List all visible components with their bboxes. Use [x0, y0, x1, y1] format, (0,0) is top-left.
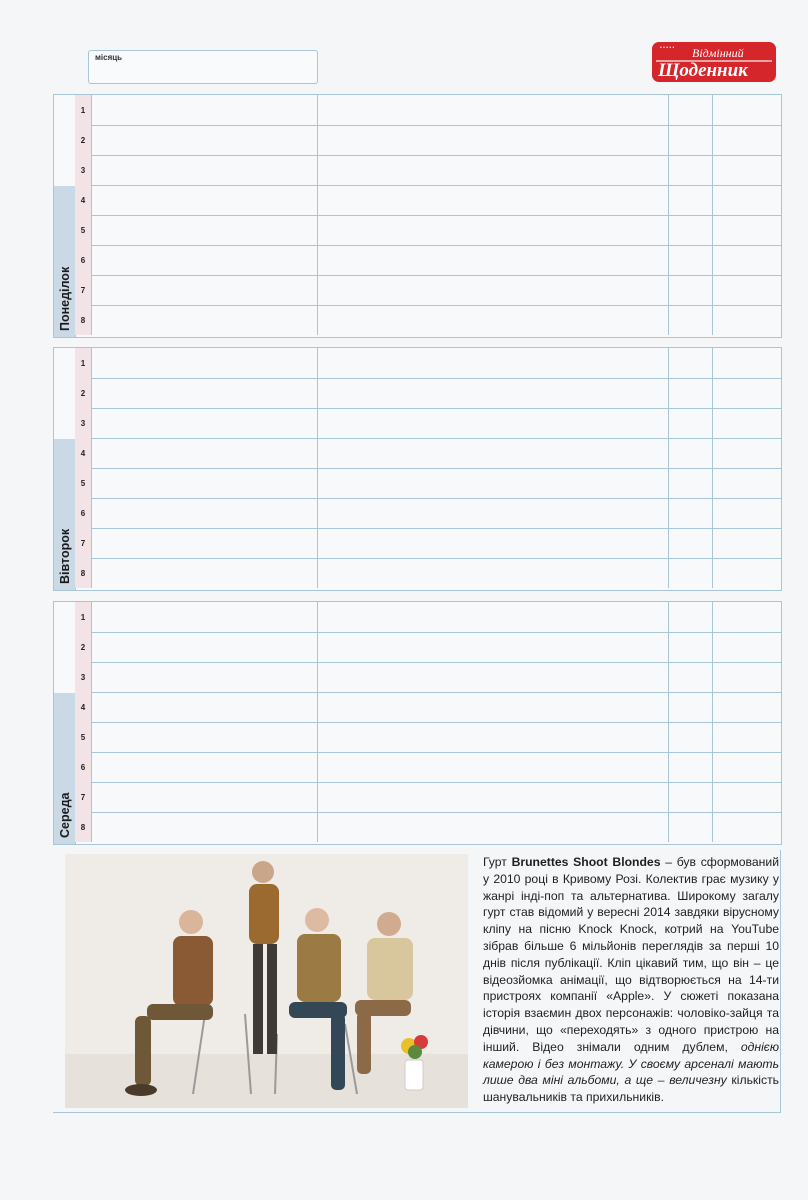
homework-cell[interactable] — [317, 215, 669, 245]
homework-cell[interactable] — [317, 602, 669, 632]
signature-cell[interactable] — [712, 215, 779, 245]
subject-cell[interactable] — [91, 722, 318, 752]
lesson-number: 2 — [75, 632, 92, 662]
homework-cell[interactable] — [317, 752, 669, 782]
subject-cell[interactable] — [91, 125, 318, 155]
lesson-number: 6 — [75, 245, 92, 275]
lesson-number: 2 — [75, 378, 92, 408]
signature-cell[interactable] — [712, 348, 779, 378]
signature-cell[interactable] — [712, 632, 779, 662]
lesson-row — [75, 125, 781, 156]
lesson-row — [75, 245, 781, 276]
day-block-tuesday — [53, 347, 782, 591]
subject-cell[interactable] — [91, 95, 318, 125]
signature-cell[interactable] — [712, 722, 779, 752]
month-label: місяць — [95, 53, 123, 62]
lesson-number: 1 — [75, 348, 92, 378]
homework-cell[interactable] — [317, 155, 669, 185]
lesson-row — [75, 812, 781, 842]
signature-cell[interactable] — [712, 185, 779, 215]
lesson-row — [75, 215, 781, 246]
lesson-row — [75, 155, 781, 186]
homework-cell[interactable] — [317, 378, 669, 408]
lesson-number: 5 — [75, 215, 92, 245]
lesson-row — [75, 95, 781, 126]
subject-cell[interactable] — [91, 408, 318, 438]
signature-cell[interactable] — [712, 275, 779, 305]
lesson-number: 4 — [75, 438, 92, 468]
homework-cell[interactable] — [317, 245, 669, 275]
lesson-number: 6 — [75, 498, 92, 528]
signature-cell[interactable] — [712, 95, 779, 125]
homework-cell[interactable] — [317, 722, 669, 752]
subject-cell[interactable] — [91, 782, 318, 812]
signature-cell[interactable] — [712, 245, 779, 275]
signature-cell[interactable] — [712, 528, 779, 558]
grade-cell[interactable] — [668, 408, 713, 438]
subject-cell[interactable] — [91, 378, 318, 408]
signature-cell[interactable] — [712, 782, 779, 812]
day-name: Середа — [57, 792, 72, 838]
grade-cell[interactable] — [668, 602, 713, 632]
article-section — [53, 850, 781, 1113]
homework-cell[interactable] — [317, 558, 669, 588]
signature-cell[interactable] — [712, 438, 779, 468]
subject-cell[interactable] — [91, 498, 318, 528]
lesson-number: 6 — [75, 752, 92, 782]
lesson-number: 2 — [75, 125, 92, 155]
homework-cell[interactable] — [317, 632, 669, 662]
grade-cell[interactable] — [668, 95, 713, 125]
svg-text:• • • • •: • • • • • — [660, 45, 675, 51]
lesson-number: 5 — [75, 722, 92, 752]
grade-cell[interactable] — [668, 632, 713, 662]
signature-cell[interactable] — [712, 125, 779, 155]
signature-cell[interactable] — [712, 692, 779, 722]
lesson-number: 4 — [75, 185, 92, 215]
signature-cell[interactable] — [712, 602, 779, 632]
grade-cell[interactable] — [668, 662, 713, 692]
lesson-row — [75, 275, 781, 306]
grade-cell[interactable] — [668, 468, 713, 498]
lesson-row — [75, 305, 781, 335]
subject-cell[interactable] — [91, 602, 318, 632]
lesson-number: 8 — [75, 812, 92, 842]
homework-cell[interactable] — [317, 662, 669, 692]
subject-cell[interactable] — [91, 185, 318, 215]
lesson-number: 7 — [75, 782, 92, 812]
subject-cell[interactable] — [91, 305, 318, 335]
homework-cell[interactable] — [317, 408, 669, 438]
day-label-column — [54, 95, 76, 337]
lesson-row — [75, 438, 781, 469]
grade-cell[interactable] — [668, 498, 713, 528]
grade-cell[interactable] — [668, 348, 713, 378]
grade-cell[interactable] — [668, 378, 713, 408]
day-label-column — [54, 602, 76, 844]
signature-cell[interactable] — [712, 408, 779, 438]
grade-cell[interactable] — [668, 438, 713, 468]
subject-cell[interactable] — [91, 438, 318, 468]
lesson-row — [75, 632, 781, 663]
day-name: Вівторок — [57, 528, 72, 584]
day-label-column — [54, 348, 76, 590]
grade-cell[interactable] — [668, 692, 713, 722]
homework-cell[interactable] — [317, 348, 669, 378]
lesson-number: 8 — [75, 305, 92, 335]
subject-cell[interactable] — [91, 215, 318, 245]
homework-cell[interactable] — [317, 498, 669, 528]
homework-cell[interactable] — [317, 125, 669, 155]
subject-cell[interactable] — [91, 245, 318, 275]
signature-cell[interactable] — [712, 752, 779, 782]
lesson-number: 3 — [75, 662, 92, 692]
grade-cell[interactable] — [668, 125, 713, 155]
homework-cell[interactable] — [317, 528, 669, 558]
day-block-wednesday — [53, 601, 782, 845]
homework-cell[interactable] — [317, 812, 669, 842]
lesson-number: 4 — [75, 692, 92, 722]
lesson-number: 3 — [75, 408, 92, 438]
signature-cell[interactable] — [712, 498, 779, 528]
lesson-row — [75, 558, 781, 588]
lesson-row — [75, 722, 781, 753]
subject-cell[interactable] — [91, 468, 318, 498]
band-photo — [65, 854, 468, 1108]
lesson-number: 1 — [75, 95, 92, 125]
signature-cell[interactable] — [712, 305, 779, 335]
grade-cell[interactable] — [668, 245, 713, 275]
grade-cell[interactable] — [668, 305, 713, 335]
logo-line2: Щоденник — [658, 60, 748, 81]
grade-cell[interactable] — [668, 722, 713, 752]
subject-cell[interactable] — [91, 812, 318, 842]
lesson-number: 5 — [75, 468, 92, 498]
lesson-row — [75, 662, 781, 693]
subject-cell[interactable] — [91, 348, 318, 378]
lesson-row — [75, 348, 781, 379]
lesson-row — [75, 408, 781, 439]
subject-cell[interactable] — [91, 275, 318, 305]
article-text: Гурт Brunettes Shoot Blondes – був сформований у 2010 році в Кривому Розі. Колектив грає музику у жанрі інді-поп та альтернатива. Широкому загалу гурт став відомий у вересні 2014 завдяки вірусному кліпу на пісню Knock Knock, котрий на YouTube зібрав більше 6 мільйонів переглядів за перші 10 днів після публікації. Кліп цікавий тим, що він – це відеозйомка анімації, що відтворюється на 14-ти пристроях компанії «Apple». У сюжеті показана історія взаємин двох персонажів: чоловіко-зайця та дівчини, що «переходять» з одного пристрою на інший. Відео знімали одним дублем, однією камерою і без монтажу. У своєму арсеналі мають лише два міні альбоми, а ще – величезну кількість шанувальників та прихильників. — [483, 855, 780, 1105]
lesson-number: 7 — [75, 275, 92, 305]
lesson-row — [75, 528, 781, 559]
signature-cell[interactable] — [712, 558, 779, 588]
band-name: Brunettes Shoot Blondes — [511, 855, 661, 869]
signature-cell[interactable] — [712, 378, 779, 408]
subject-cell[interactable] — [91, 528, 318, 558]
lesson-row — [75, 498, 781, 529]
subject-cell[interactable] — [91, 558, 318, 588]
signature-cell[interactable] — [712, 812, 779, 842]
grade-cell[interactable] — [668, 528, 713, 558]
homework-cell[interactable] — [317, 95, 669, 125]
diary-logo — [648, 40, 780, 86]
lesson-number: 3 — [75, 155, 92, 185]
day-block-monday — [53, 94, 782, 338]
lesson-row — [75, 378, 781, 409]
lesson-row — [75, 782, 781, 813]
grade-cell[interactable] — [668, 185, 713, 215]
homework-cell[interactable] — [317, 468, 669, 498]
homework-cell[interactable] — [317, 305, 669, 335]
lesson-number: 1 — [75, 602, 92, 632]
lesson-row — [75, 692, 781, 723]
homework-cell[interactable] — [317, 692, 669, 722]
homework-cell[interactable] — [317, 185, 669, 215]
grade-cell[interactable] — [668, 558, 713, 588]
grade-cell[interactable] — [668, 155, 713, 185]
lesson-number: 8 — [75, 558, 92, 588]
month-field[interactable] — [88, 50, 318, 84]
signature-cell[interactable] — [712, 468, 779, 498]
subject-cell[interactable] — [91, 155, 318, 185]
grade-cell[interactable] — [668, 752, 713, 782]
homework-cell[interactable] — [317, 782, 669, 812]
lesson-row — [75, 468, 781, 499]
signature-cell[interactable] — [712, 155, 779, 185]
lesson-row — [75, 602, 781, 633]
day-name: Понеділок — [57, 266, 72, 331]
subject-cell[interactable] — [91, 752, 318, 782]
homework-cell[interactable] — [317, 438, 669, 468]
grade-cell[interactable] — [668, 812, 713, 842]
homework-cell[interactable] — [317, 275, 669, 305]
subject-cell[interactable] — [91, 662, 318, 692]
signature-cell[interactable] — [712, 662, 779, 692]
grade-cell[interactable] — [668, 215, 713, 245]
logo-line1: Відмінний — [692, 46, 744, 60]
subject-cell[interactable] — [91, 632, 318, 662]
lesson-number: 7 — [75, 528, 92, 558]
subject-cell[interactable] — [91, 692, 318, 722]
grade-cell[interactable] — [668, 275, 713, 305]
lesson-row — [75, 752, 781, 783]
grade-cell[interactable] — [668, 782, 713, 812]
lesson-row — [75, 185, 781, 216]
